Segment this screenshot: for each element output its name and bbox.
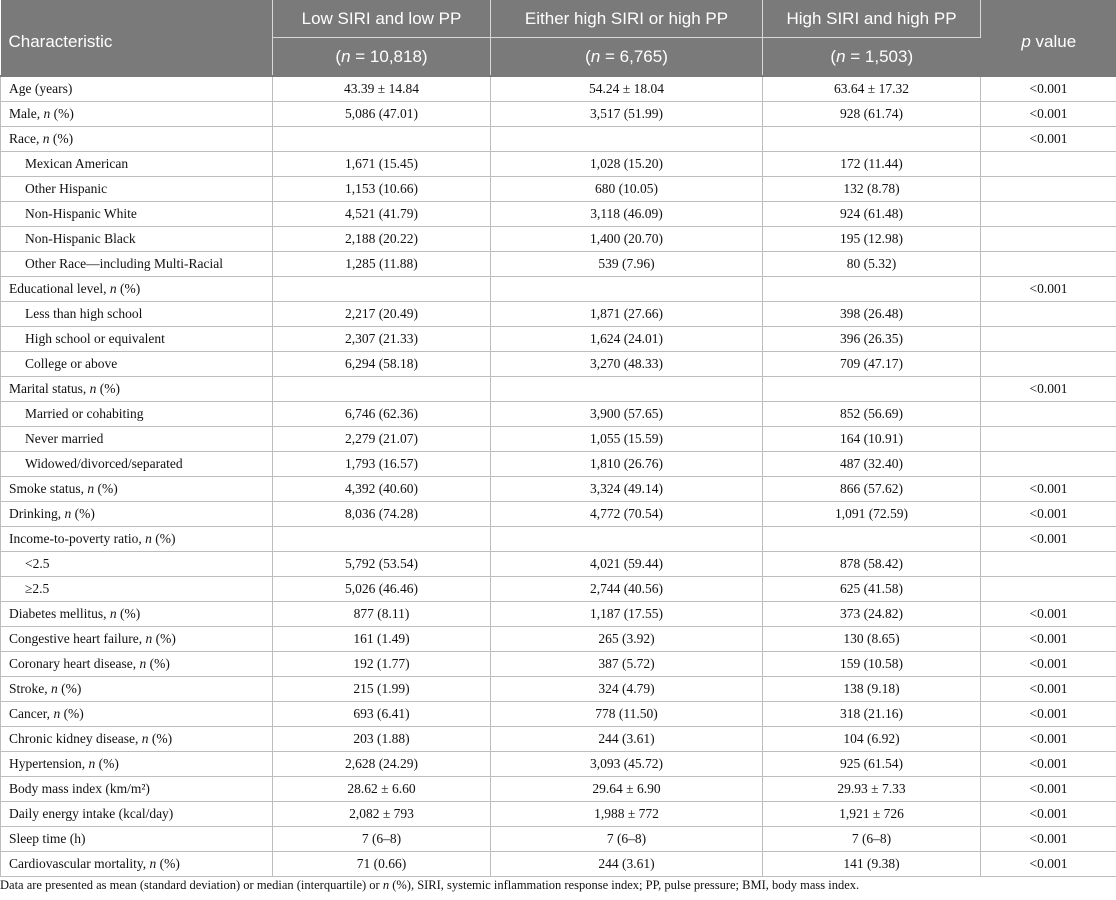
row-label: Widowed/divorced/separated [1,452,273,477]
cell-p-value [981,427,1116,452]
row-label: High school or equivalent [1,327,273,352]
cell-value: 680 (10.05) [491,177,763,202]
table-row [1,652,1116,677]
cell-value: 1,793 (16.57) [273,452,491,477]
cell-value: 6,746 (62.36) [273,402,491,427]
table-row [1,702,1116,727]
table-row [1,252,1116,277]
cell-p-value: <0.001 [981,527,1116,552]
cell-value: 1,091 (72.59) [763,502,981,527]
table-row [1,827,1116,852]
cell-value [491,277,763,302]
cell-p-value [981,302,1116,327]
cell-p-value: <0.001 [981,502,1116,527]
cell-p-value [981,352,1116,377]
cell-value: 387 (5.72) [491,652,763,677]
table-body [1,76,1116,877]
cell-p-value [981,402,1116,427]
row-label: Married or cohabiting [1,402,273,427]
table-row [1,202,1116,227]
cell-value: 161 (1.49) [273,627,491,652]
cell-value [763,377,981,402]
cell-p-value: <0.001 [981,102,1116,127]
header-n-either: (n = 6,765) [491,38,763,77]
cell-p-value: <0.001 [981,652,1116,677]
cell-value: 1,671 (15.45) [273,152,491,177]
cell-value [273,127,491,152]
row-label: Daily energy intake (kcal/day) [1,802,273,827]
table-row [1,602,1116,627]
cell-value: 5,086 (47.01) [273,102,491,127]
row-label: Stroke, n (%) [1,677,273,702]
cell-value: 172 (11.44) [763,152,981,177]
table-row [1,477,1116,502]
cell-value: 4,021 (59.44) [491,552,763,577]
table-row [1,302,1116,327]
cell-value [273,527,491,552]
cell-p-value: <0.001 [981,802,1116,827]
row-label: Coronary heart disease, n (%) [1,652,273,677]
cell-value: 878 (58.42) [763,552,981,577]
cell-value: 398 (26.48) [763,302,981,327]
header-group-low: Low SIRI and low PP [273,0,491,38]
cell-p-value: <0.001 [981,377,1116,402]
cell-p-value [981,577,1116,602]
cell-value [763,527,981,552]
cell-p-value [981,177,1116,202]
table-row [1,377,1116,402]
header-group-either: Either high SIRI or high PP [491,0,763,38]
table-row [1,852,1116,877]
table-row [1,402,1116,427]
header-n-high: (n = 1,503) [763,38,981,77]
cell-p-value: <0.001 [981,127,1116,152]
row-label: Smoke status, n (%) [1,477,273,502]
cell-value: 4,772 (70.54) [491,502,763,527]
cell-value: 215 (1.99) [273,677,491,702]
cell-p-value [981,202,1116,227]
cell-value: 7 (6–8) [491,827,763,852]
cell-value: 866 (57.62) [763,477,981,502]
table-row [1,502,1116,527]
header-group-high: High SIRI and high PP [763,0,981,38]
cell-p-value: <0.001 [981,677,1116,702]
table-header [1,0,1116,76]
cell-value [491,127,763,152]
cell-value: 2,217 (20.49) [273,302,491,327]
cell-value: 195 (12.98) [763,227,981,252]
row-label: Age (years) [1,76,273,102]
row-label: College or above [1,352,273,377]
cell-value: 1,153 (10.66) [273,177,491,202]
cell-value: 396 (26.35) [763,327,981,352]
cell-value: 2,188 (20.22) [273,227,491,252]
row-label: Hypertension, n (%) [1,752,273,777]
cell-value: 924 (61.48) [763,202,981,227]
cell-p-value: <0.001 [981,277,1116,302]
table-row [1,277,1116,302]
cell-p-value [981,152,1116,177]
cell-value: 244 (3.61) [491,727,763,752]
row-label: Drinking, n (%) [1,502,273,527]
row-label: Non-Hispanic White [1,202,273,227]
cell-value: 7 (6–8) [763,827,981,852]
row-label: Non-Hispanic Black [1,227,273,252]
cell-value: 6,294 (58.18) [273,352,491,377]
cell-value: 141 (9.38) [763,852,981,877]
cell-value: 318 (21.16) [763,702,981,727]
cell-p-value [981,452,1116,477]
cell-value: 625 (41.58) [763,577,981,602]
cell-p-value [981,327,1116,352]
cell-value: 1,624 (24.01) [491,327,763,352]
cell-value [763,127,981,152]
table-row [1,777,1116,802]
cell-value [491,527,763,552]
row-label: Body mass index (km/m²) [1,777,273,802]
cell-value: 3,118 (46.09) [491,202,763,227]
row-label: Sleep time (h) [1,827,273,852]
cell-value: 3,324 (49.14) [491,477,763,502]
row-label: Educational level, n (%) [1,277,273,302]
cell-value: 1,285 (11.88) [273,252,491,277]
cell-value: 29.93 ± 7.33 [763,777,981,802]
cell-p-value: <0.001 [981,702,1116,727]
table-row [1,327,1116,352]
cell-value: 487 (32.40) [763,452,981,477]
cell-value: 4,521 (41.79) [273,202,491,227]
cell-value: 1,055 (15.59) [491,427,763,452]
cell-p-value: <0.001 [981,727,1116,752]
cell-value [491,377,763,402]
row-label: Other Hispanic [1,177,273,202]
cell-p-value [981,252,1116,277]
header-n-low: (n = 10,818) [273,38,491,77]
cell-value: 693 (6.41) [273,702,491,727]
row-label: Less than high school [1,302,273,327]
cell-value: 192 (1.77) [273,652,491,677]
cell-value: 28.62 ± 6.60 [273,777,491,802]
table-row [1,527,1116,552]
table-row [1,802,1116,827]
table-row [1,227,1116,252]
cell-p-value [981,552,1116,577]
row-label: Cancer, n (%) [1,702,273,727]
table-row [1,152,1116,177]
table-row [1,127,1116,152]
row-label: Male, n (%) [1,102,273,127]
cell-value: 164 (10.91) [763,427,981,452]
cell-value: 71 (0.66) [273,852,491,877]
cell-p-value: <0.001 [981,602,1116,627]
table-row [1,752,1116,777]
row-label: Income-to-poverty ratio, n (%) [1,527,273,552]
row-label: Mexican American [1,152,273,177]
cell-value: 132 (8.78) [763,177,981,202]
cell-value: 3,270 (48.33) [491,352,763,377]
cell-value: 104 (6.92) [763,727,981,752]
cell-value: 1,400 (20.70) [491,227,763,252]
cell-value [763,277,981,302]
cell-value: 928 (61.74) [763,102,981,127]
row-label: Never married [1,427,273,452]
table-row [1,352,1116,377]
table-row [1,677,1116,702]
cell-value: 265 (3.92) [491,627,763,652]
cell-value: 852 (56.69) [763,402,981,427]
cell-value: 244 (3.61) [491,852,763,877]
header-p-value: p value [981,0,1116,76]
row-label: Race, n (%) [1,127,273,152]
table-row [1,427,1116,452]
table-row [1,627,1116,652]
cell-value: 4,392 (40.60) [273,477,491,502]
cell-value: 2,307 (21.33) [273,327,491,352]
cell-value: 539 (7.96) [491,252,763,277]
cell-value: 130 (8.65) [763,627,981,652]
cell-value: 54.24 ± 18.04 [491,76,763,102]
cell-value: 5,792 (53.54) [273,552,491,577]
row-label: Cardiovascular mortality, n (%) [1,852,273,877]
table-row [1,76,1116,102]
cell-value: 5,026 (46.46) [273,577,491,602]
cell-value: 138 (9.18) [763,677,981,702]
cell-value: 1,810 (26.76) [491,452,763,477]
cell-value: 3,517 (51.99) [491,102,763,127]
row-label: Congestive heart failure, n (%) [1,627,273,652]
cell-p-value: <0.001 [981,777,1116,802]
cell-value: 1,028 (15.20) [491,152,763,177]
cell-value: 1,187 (17.55) [491,602,763,627]
cell-value: 29.64 ± 6.90 [491,777,763,802]
cell-value: 778 (11.50) [491,702,763,727]
row-label: Other Race—including Multi-Racial [1,252,273,277]
table-row [1,177,1116,202]
cell-value: 1,921 ± 726 [763,802,981,827]
cell-value [273,377,491,402]
cell-p-value: <0.001 [981,752,1116,777]
row-label: Chronic kidney disease, n (%) [1,727,273,752]
cell-value: 7 (6–8) [273,827,491,852]
cell-value: 324 (4.79) [491,677,763,702]
row-label: Marital status, n (%) [1,377,273,402]
cell-p-value: <0.001 [981,627,1116,652]
cell-value: 159 (10.58) [763,652,981,677]
table-row [1,727,1116,752]
table-row [1,102,1116,127]
cell-value: 1,988 ± 772 [491,802,763,827]
table-row [1,552,1116,577]
cell-value: 709 (47.17) [763,352,981,377]
cell-value: 925 (61.54) [763,752,981,777]
cell-p-value: <0.001 [981,76,1116,102]
cell-p-value [981,227,1116,252]
cell-value: 80 (5.32) [763,252,981,277]
cell-value: 8,036 (74.28) [273,502,491,527]
table-row [1,577,1116,602]
cell-value: 3,093 (45.72) [491,752,763,777]
table-footnote: Data are presented as mean (standard deviation) or median (interquartile) or n (%), SIRI, systemic inflammation response index; PP, pulse pressure; BMI, body mass index. [0,878,860,892]
cell-value: 2,082 ± 793 [273,802,491,827]
header-characteristic: Characteristic [1,0,273,76]
cell-value: 2,279 (21.07) [273,427,491,452]
cell-value: 63.64 ± 17.32 [763,76,981,102]
cell-value: 203 (1.88) [273,727,491,752]
cell-value: 3,900 (57.65) [491,402,763,427]
cell-value [273,277,491,302]
cell-value: 2,628 (24.29) [273,752,491,777]
row-label: Diabetes mellitus, n (%) [1,602,273,627]
table-row [1,452,1116,477]
cell-p-value: <0.001 [981,477,1116,502]
cell-value: 43.39 ± 14.84 [273,76,491,102]
cell-p-value: <0.001 [981,827,1116,852]
cell-p-value: <0.001 [981,852,1116,877]
cell-value: 1,871 (27.66) [491,302,763,327]
cell-value: 373 (24.82) [763,602,981,627]
cell-value: 2,744 (40.56) [491,577,763,602]
row-label: <2.5 [1,552,273,577]
row-label: ≥2.5 [1,577,273,602]
cell-value: 877 (8.11) [273,602,491,627]
